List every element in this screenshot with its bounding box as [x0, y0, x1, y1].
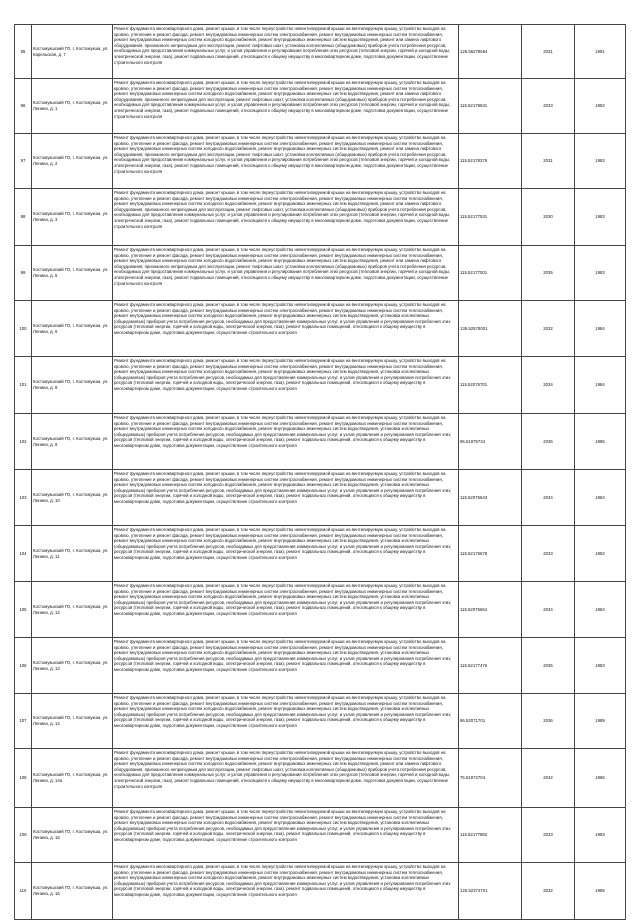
table-row: [15, 189, 626, 246]
value-cell: 115.52177531: [459, 189, 522, 246]
table-row: [15, 526, 626, 582]
planned-year-cell: 2033: [522, 526, 575, 582]
table-row: [15, 25, 626, 79]
value-cell: 115.52076664: [459, 582, 522, 638]
document-page: [14, 24, 625, 920]
row-number-cell: 109: [15, 808, 32, 863]
work-list-cell: Ремонт фундамента многоквартирного дома, ремонт крыши, в том числе переустройство невентилируемой крыши на вентилируемую крышу, устройство выходов на кровлю, утепление и ремонт фасада, ремонт внутридомовых инженерных систем электроснабжения, ремонт внутридомовых инженерных систем теплоснабжения, ремонт внутридомовых инженерных систем холодного водоснабжения, ремонт внутридомовых инженерных систем водоотведения, ремонт или замена лифтового оборудования, признанного непригодным для эксплуатации, ремонт лифтовых шахт, установка коллективных (общедомовых) приборов учета потребления ресурсов, необходимых для предоставления коммунальных услуг, и узлов управления и регулирования потребления этих ресурсов (тепловой энергии, горячей и холодной воды, электрической энергии, газа), ремонт подвальных помещений, относящихся к общему имуществу в многоквартирном доме, подготовка документации, осуществление строительного контроля: [113, 25, 459, 79]
table-row: [15, 134, 626, 189]
table-row: [15, 414, 626, 470]
row-number-cell: 105: [15, 582, 32, 638]
row-number-cell: 106: [15, 638, 32, 694]
build-year-cell: 1989: [575, 694, 626, 749]
row-number-cell: 98: [15, 189, 32, 246]
value-cell: 115.52178631: [459, 79, 522, 134]
row-number-cell: 108: [15, 749, 32, 808]
planned-year-cell: 2031: [522, 25, 575, 79]
work-list-cell: Ремонт фундамента многоквартирного дома, ремонт крыши, в том числе переустройство невентилируемой крыши на вентилируемую крышу, устройство выходов на кровлю, утепление и ремонт фасада, ремонт внутридомовых инженерных систем электроснабжения, ремонт внутридомовых инженерных систем теплоснабжения, ремонт внутридомовых инженерных систем холодного водоснабжения, ремонт внутридомовых инженерных систем водоотведения, установка коллективных (общедомовых) приборов учета потребления ресурсов, необходимых для предоставления коммунальных услуг, и узлов управления и регулирования потребления этих ресурсов (тепловой энергии, горячей и холодной воды, электрической энергии, газа), ремонт подвальных помещений, относящихся к общему имуществу в многоквартирном доме, подготовка документации, осуществление строительного контроля: [113, 301, 459, 357]
table-row: [15, 863, 626, 920]
build-year-cell: 1984: [575, 470, 626, 526]
value-cell: 115.52177001: [459, 246, 522, 301]
planned-year-cell: 2035: [522, 638, 575, 694]
value-cell: 115.52177476: [459, 638, 522, 694]
work-list-cell: Ремонт фундамента многоквартирного дома, ремонт крыши, в том числе переустройство невентилируемой крыши на вентилируемую крышу, устройство выходов на кровлю, утепление и ремонт фасада, ремонт внутридомовых инженерных систем электроснабжения, ремонт внутридомовых инженерных систем теплоснабжения, ремонт внутридомовых инженерных систем холодного водоснабжения, ремонт внутридомовых инженерных систем водоотведения, ремонт или замена лифтового оборудования, признанного непригодным для эксплуатации, ремонт лифтовых шахт, установка коллективных (общедомовых) приборов учета потребления ресурсов, необходимых для предоставления коммунальных услуг, и узлов управления и регулирования потребления этих ресурсов (тепловой энергии, горячей и холодной воды, электрической энергии, газа), ремонт подвальных помещений, относящихся к общему имуществу в многоквартирном доме, подготовка документации, осуществление строительного контроля: [113, 189, 459, 246]
table-row: [15, 582, 626, 638]
work-list-cell: Ремонт фундамента многоквартирного дома, ремонт крыши, в том числе переустройство невентилируемой крыши на вентилируемую крышу, устройство выходов на кровлю, утепление и ремонт фасада, ремонт внутридомовых инженерных систем электроснабжения, ремонт внутридомовых инженерных систем теплоснабжения, ремонт внутридомовых инженерных систем холодного водоснабжения, ремонт внутридомовых инженерных систем водоотведения, установка коллективных (общедомовых) приборов учета потребления ресурсов, необходимых для предоставления коммунальных услуг, и узлов управления и регулирования потребления этих ресурсов (тепловой энергии, горячей и холодной воды, электрической энергии, газа), ремонт подвальных помещений, относящихся к общему имуществу в многоквартирном доме, подготовка документации, осуществление строительного контроля: [113, 357, 459, 414]
build-year-cell: 1985: [575, 414, 626, 470]
address-cell: Костомукшский ГО, г. Костомукша, ул. Ленина, д. 6: [32, 301, 113, 357]
planned-year-cell: 2035: [522, 246, 575, 301]
value-cell: 96.52071701: [459, 694, 522, 749]
table-row: [15, 301, 626, 357]
build-year-cell: 1982: [575, 134, 626, 189]
table-row: [15, 638, 626, 694]
address-cell: Костомукшский ГО, г. Костомукша, ул. Ленина, д. 10: [32, 470, 113, 526]
row-number-cell: 103: [15, 470, 32, 526]
build-year-cell: 1983: [575, 638, 626, 694]
address-cell: Костомукшский ГО, г. Костомукша, ул. Ленина, д. 15: [32, 808, 113, 863]
planned-year-cell: 2034: [522, 470, 575, 526]
row-number-cell: 104: [15, 526, 32, 582]
address-cell: Костомукшский ГО, г. Костомукша, ул. Ленина, д. 11: [32, 526, 113, 582]
row-number-cell: 102: [15, 414, 32, 470]
row-number-cell: 110: [15, 863, 32, 920]
address-cell: Костомукшский ГО, г. Костомукша, ул. Ленина, д. 12: [32, 582, 113, 638]
work-list-cell: Ремонт фундамента многоквартирного дома, ремонт крыши, в том числе переустройство невентилируемой крыши на вентилируемую крышу, устройство выходов на кровлю, утепление и ремонт фасада, ремонт внутридомовых инженерных систем электроснабжения, ремонт внутридомовых инженерных систем теплоснабжения, ремонт внутридомовых инженерных систем холодного водоснабжения, ремонт внутридомовых инженерных систем водоотведения, установка коллективных (общедомовых) приборов учета потребления ресурсов, необходимых для предоставления коммунальных услуг, и узлов управления и регулирования потребления этих ресурсов (тепловой энергии, горячей и холодной воды, электрической энергии, газа), ремонт подвальных помещений, относящихся к общему имуществу в многоквартирном доме, подготовка документации, осуществление строительного контроля: [113, 808, 459, 863]
address-cell: Костомукшский ГО, г. Костомукша, ул. Ленина, д. 1: [32, 79, 113, 134]
row-number-cell: 100: [15, 301, 32, 357]
work-list-cell: Ремонт фундамента многоквартирного дома, ремонт крыши, в том числе переустройство невентилируемой крыши на вентилируемую крышу, устройство выходов на кровлю, утепление и ремонт фасада, ремонт внутридомовых инженерных систем электроснабжения, ремонт внутридомовых инженерных систем теплоснабжения, ремонт внутридомовых инженерных систем холодного водоснабжения, ремонт внутридомовых инженерных систем водоотведения, ремонт или замена лифтового оборудования, признанного непригодным для эксплуатации, ремонт лифтовых шахт, установка коллективных (общедомовых) приборов учета потребления ресурсов, необходимых для предоставления коммунальных услуг, и узлов управления и регулирования потребления этих ресурсов (тепловой энергии, горячей и холодной воды, электрической энергии, газа), ремонт подвальных помещений, относящихся к общему имуществу в многоквартирном доме, подготовка документации, осуществление строительного контроля: [113, 79, 459, 134]
value-cell: 96.51975734: [459, 414, 522, 470]
build-year-cell: 1984: [575, 582, 626, 638]
row-number-cell: 107: [15, 694, 32, 749]
build-year-cell: 1983: [575, 808, 626, 863]
row-number-cell: 95: [15, 25, 32, 79]
planned-year-cell: 2034: [522, 357, 575, 414]
work-list-cell: Ремонт фундамента многоквартирного дома, ремонт крыши, в том числе переустройство невентилируемой крыши на вентилируемую крышу, устройство выходов на кровлю, утепление и ремонт фасада, ремонт внутридомовых инженерных систем электроснабжения, ремонт внутридомовых инженерных систем теплоснабжения, ремонт внутридомовых инженерных систем холодного водоснабжения, ремонт внутридомовых инженерных систем водоотведения, установка коллективных (общедомовых) приборов учета потребления ресурсов, необходимых для предоставления коммунальных услуг, и узлов управления и регулирования потребления этих ресурсов (тепловой энергии, горячей и холодной воды, электрической энергии, газа), ремонт подвальных помещений, относящихся к общему имуществу в многоквартирном доме, подготовка документации, осуществление строительного контроля: [113, 638, 459, 694]
work-list-cell: Ремонт фундамента многоквартирного дома, ремонт крыши, в том числе переустройство невентилируемой крыши на вентилируемую крышу, устройство выходов на кровлю, утепление и ремонт фасада, ремонт внутридомовых инженерных систем электроснабжения, ремонт внутридомовых инженерных систем теплоснабжения, ремонт внутридомовых инженерных систем холодного водоснабжения, ремонт внутридомовых инженерных систем водоотведения, установка коллективных (общедомовых) приборов учета потребления ресурсов, необходимых для предоставления коммунальных услуг, и узлов управления и регулирования потребления этих ресурсов (тепловой энергии, горячей и холодной воды, электрической энергии, газа), ремонт подвальных помещений, относящихся к общему имуществу в многоквартирном доме, подготовка документации, осуществление строительного контроля: [113, 582, 459, 638]
planned-year-cell: 2036: [522, 694, 575, 749]
work-list-cell: Ремонт фундамента многоквартирного дома, ремонт крыши, в том числе переустройство невентилируемой крыши на вентилируемую крышу, устройство выходов на кровлю, утепление и ремонт фасада, ремонт внутридомовых инженерных систем электроснабжения, ремонт внутридомовых инженерных систем теплоснабжения, ремонт внутридомовых инженерных систем холодного водоснабжения, ремонт внутридомовых инженерных систем водоотведения, установка коллективных (общедомовых) приборов учета потребления ресурсов, необходимых для предоставления коммунальных услуг, и узлов управления и регулирования потребления этих ресурсов (тепловой энергии, горячей и холодной воды, электрической энергии, газа), ремонт подвальных помещений, относящихся к общему имуществу в многоквартирном доме, подготовка документации, осуществление строительного контроля: [113, 470, 459, 526]
repair-program-table: [14, 24, 626, 920]
address-cell: Костомукшский ГО, г. Костомукша, ул. Ленина, д. 9: [32, 414, 113, 470]
build-year-cell: 1985: [575, 863, 626, 920]
table-row: [15, 246, 626, 301]
table-row: [15, 470, 626, 526]
build-year-cell: 1982: [575, 79, 626, 134]
table-row: [15, 79, 626, 134]
address-cell: Костомукшский ГО, г. Костомукша, ул. Ленина, д. 13: [32, 638, 113, 694]
value-cell: 115.52076643: [459, 470, 522, 526]
address-cell: Костомукшский ГО, г. Костомукша, ул. Ленина, д. 16: [32, 863, 113, 920]
row-number-cell: 96: [15, 79, 32, 134]
value-cell: 115.52076701: [459, 357, 522, 414]
address-cell: Костомукшский ГО, г. Костомукша, ул. Ленина, д. 14: [32, 694, 113, 749]
planned-year-cell: 2034: [522, 582, 575, 638]
value-cell: 75.51972704: [459, 749, 522, 808]
table-body: [15, 25, 626, 920]
build-year-cell: 1984: [575, 357, 626, 414]
value-cell: 115.52178376: [459, 134, 522, 189]
table-row: [15, 694, 626, 749]
planned-year-cell: 2042: [522, 749, 575, 808]
address-cell: Костомукшский ГО, г. Костомукша, ул. Ленина, д. 3: [32, 189, 113, 246]
build-year-cell: 1982: [575, 526, 626, 582]
table-row: [15, 749, 626, 808]
planned-year-cell: 2033: [522, 79, 575, 134]
planned-year-cell: 2032: [522, 863, 575, 920]
planned-year-cell: 2031: [522, 134, 575, 189]
work-list-cell: Ремонт фундамента многоквартирного дома, ремонт крыши, в том числе переустройство невентилируемой крыши на вентилируемую крышу, устройство выходов на кровлю, утепление и ремонт фасада, ремонт внутридомовых инженерных систем электроснабжения, ремонт внутридомовых инженерных систем теплоснабжения, ремонт внутридомовых инженерных систем холодного водоснабжения, ремонт внутридомовых инженерных систем водоотведения, ремонт или замена лифтового оборудования, признанного непригодным для эксплуатации, ремонт лифтовых шахт, установка коллективных (общедомовых) приборов учета потребления ресурсов, необходимых для предоставления коммунальных услуг, и узлов управления и регулирования потребления этих ресурсов (тепловой энергии, горячей и холодной воды, электрической энергии, газа), ремонт подвальных помещений, относящихся к общему имуществу в многоквартирном доме, подготовка документации, осуществление строительного контроля: [113, 246, 459, 301]
build-year-cell: 1983: [575, 189, 626, 246]
planned-year-cell: 2033: [522, 808, 575, 863]
value-cell: 135.52578001: [459, 301, 522, 357]
work-list-cell: Ремонт фундамента многоквартирного дома, ремонт крыши, в том числе переустройство невентилируемой крыши на вентилируемую крышу, устройство выходов на кровлю, утепление и ремонт фасада, ремонт внутридомовых инженерных систем электроснабжения, ремонт внутридомовых инженерных систем теплоснабжения, ремонт внутридомовых инженерных систем холодного водоснабжения, ремонт внутридомовых инженерных систем водоотведения, ремонт или замена лифтового оборудования, признанного непригодным для эксплуатации, ремонт лифтовых шахт, установка коллективных (общедомовых) приборов учета потребления ресурсов, необходимых для предоставления коммунальных услуг, и узлов управления и регулирования потребления этих ресурсов (тепловой энергии, горячей и холодной воды, электрической энергии, газа), ремонт подвальных помещений, относящихся к общему имуществу в многоквартирном доме, подготовка документации, осуществление строительного контроля: [113, 749, 459, 808]
work-list-cell: Ремонт фундамента многоквартирного дома, ремонт крыши, в том числе переустройство невентилируемой крыши на вентилируемую крышу, устройство выходов на кровлю, утепление и ремонт фасада, ремонт внутридомовых инженерных систем электроснабжения, ремонт внутридомовых инженерных систем теплоснабжения, ремонт внутридомовых инженерных систем холодного водоснабжения, ремонт внутридомовых инженерных систем водоотведения, установка коллективных (общедомовых) приборов учета потребления ресурсов, необходимых для предоставления коммунальных услуг, и узлов управления и регулирования потребления этих ресурсов (тепловой энергии, горячей и холодной воды, электрической энергии, газа), ремонт подвальных помещений, относящихся к общему имуществу в многоквартирном доме, подготовка документации, осуществление строительного контроля: [113, 694, 459, 749]
address-cell: Костомукшский ГО, г. Костомукша, ул. Карельская, д. 7: [32, 25, 113, 79]
build-year-cell: 1981: [575, 25, 626, 79]
row-number-cell: 99: [15, 246, 32, 301]
build-year-cell: 1986: [575, 749, 626, 808]
planned-year-cell: 2032: [522, 301, 575, 357]
work-list-cell: Ремонт фундамента многоквартирного дома, ремонт крыши, в том числе переустройство невентилируемой крыши на вентилируемую крышу, устройство выходов на кровлю, утепление и ремонт фасада, ремонт внутридомовых инженерных систем электроснабжения, ремонт внутридомовых инженерных систем теплоснабжения, ремонт внутридомовых инженерных систем холодного водоснабжения, ремонт внутридомовых инженерных систем водоотведения, ремонт или замена лифтового оборудования, признанного непригодным для эксплуатации, ремонт лифтовых шахт, установка коллективных (общедомовых) приборов учета потребления ресурсов, необходимых для предоставления коммунальных услуг, и узлов управления и регулирования потребления этих ресурсов (тепловой энергии, горячей и холодной воды, электрической энергии, газа), ремонт подвальных помещений, относящихся к общему имуществу в многоквартирном доме, подготовка документации, осуществление строительного контроля: [113, 134, 459, 189]
address-cell: Костомукшский ГО, г. Костомукша, ул. Ленина, д. 5: [32, 246, 113, 301]
work-list-cell: Ремонт фундамента многоквартирного дома, ремонт крыши, в том числе переустройство невентилируемой крыши на вентилируемую крышу, устройство выходов на кровлю, утепление и ремонт фасада, ремонт внутридомовых инженерных систем электроснабжения, ремонт внутридомовых инженерных систем теплоснабжения, ремонт внутридомовых инженерных систем холодного водоснабжения, ремонт внутридомовых инженерных систем водоотведения, установка коллективных (общедомовых) приборов учета потребления ресурсов, необходимых для предоставления коммунальных услуг, и узлов управления и регулирования потребления этих ресурсов (тепловой энергии, горячей и холодной воды, электрической энергии, газа), ремонт подвальных помещений, относящихся к общему имуществу в многоквартирном доме, подготовка документации, осуществление строительного контроля: [113, 863, 459, 920]
address-cell: Костомукшский ГО, г. Костомукша, ул. Ленина, д. 2: [32, 134, 113, 189]
row-number-cell: 101: [15, 357, 32, 414]
table-row: [15, 808, 626, 863]
build-year-cell: 1983: [575, 246, 626, 301]
row-number-cell: 97: [15, 134, 32, 189]
work-list-cell: Ремонт фундамента многоквартирного дома, ремонт крыши, в том числе переустройство невентилируемой крыши на вентилируемую крышу, устройство выходов на кровлю, утепление и ремонт фасада, ремонт внутридомовых инженерных систем электроснабжения, ремонт внутридомовых инженерных систем теплоснабжения, ремонт внутридомовых инженерных систем холодного водоснабжения, ремонт внутридомовых инженерных систем водоотведения, установка коллективных (общедомовых) приборов учета потребления ресурсов, необходимых для предоставления коммунальных услуг, и узлов управления и регулирования потребления этих ресурсов (тепловой энергии, горячей и холодной воды, электрической энергии, газа), ремонт подвальных помещений, относящихся к общему имуществу в многоквартирном доме, подготовка документации, осуществление строительного контроля: [113, 414, 459, 470]
address-cell: Костомукшский ГО, г. Костомукша, ул. Ленина, д. 14а: [32, 749, 113, 808]
value-cell: 115.52176678: [459, 526, 522, 582]
planned-year-cell: 2036: [522, 414, 575, 470]
value-cell: 125.52374701: [459, 863, 522, 920]
build-year-cell: 1984: [575, 301, 626, 357]
table-row: [15, 357, 626, 414]
value-cell: 115.52177882: [459, 808, 522, 863]
work-list-cell: Ремонт фундамента многоквартирного дома, ремонт крыши, в том числе переустройство невентилируемой крыши на вентилируемую крышу, устройство выходов на кровлю, утепление и ремонт фасада, ремонт внутридомовых инженерных систем электроснабжения, ремонт внутридомовых инженерных систем теплоснабжения, ремонт внутридомовых инженерных систем холодного водоснабжения, ремонт внутридомовых инженерных систем водоотведения, установка коллективных (общедомовых) приборов учета потребления ресурсов, необходимых для предоставления коммунальных услуг, и узлов управления и регулирования потребления этих ресурсов (тепловой энергии, горячей и холодной воды, электрической энергии, газа), ремонт подвальных помещений, относящихся к общему имуществу в многоквартирном доме, подготовка документации, осуществление строительного контроля: [113, 526, 459, 582]
planned-year-cell: 2030: [522, 189, 575, 246]
address-cell: Костомукшский ГО, г. Костомукша, ул. Ленина, д. 8: [32, 357, 113, 414]
value-cell: 126.56279664: [459, 25, 522, 79]
